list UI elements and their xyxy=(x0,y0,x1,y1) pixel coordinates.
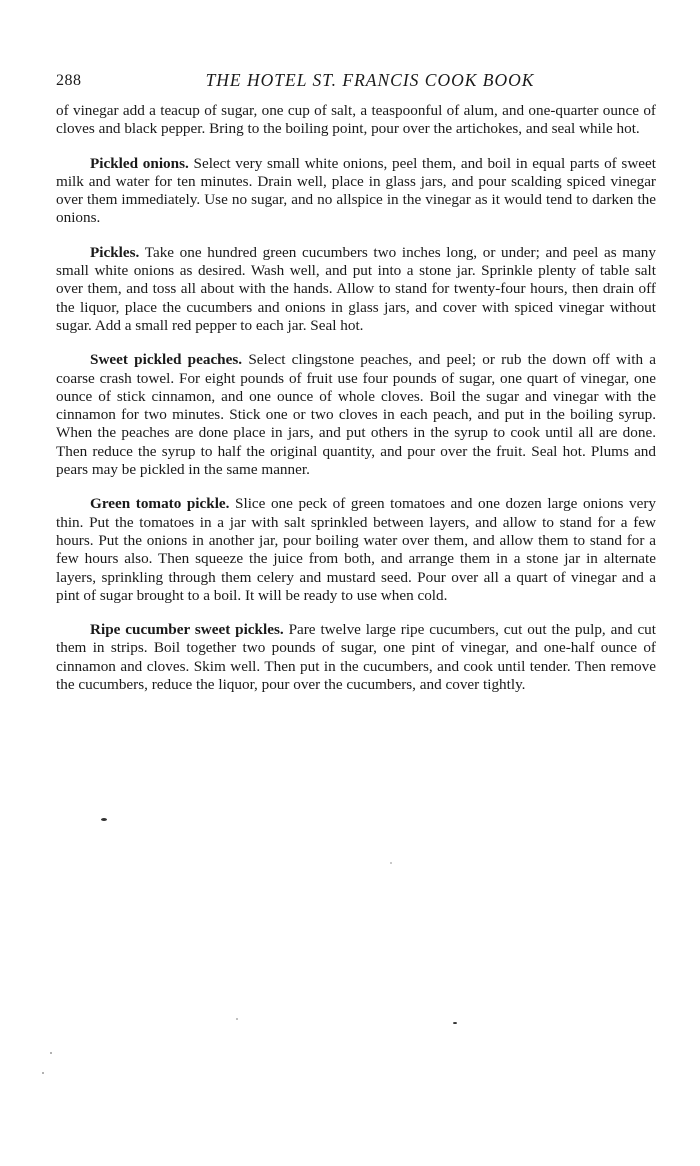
page-number: 288 xyxy=(56,72,82,89)
recipe-title: Pickles. xyxy=(90,243,140,261)
recipe-title: Pickled onions. xyxy=(90,154,189,172)
recipe-title: Green tomato pickle. xyxy=(90,495,230,513)
continuation-paragraph: of vinegar add a teacup of sugar, one cup of salt, a teaspoonful of alum, and one-quarter ounce of cloves and black pepper. Bring to the boiling point, pour over the artichokes, and seal while hot. xyxy=(56,102,656,138)
recipe-pickles xyxy=(56,244,656,335)
running-title: THE HOTEL ST. FRANCIS COOK BOOK xyxy=(205,70,535,90)
recipe-ripe-cucumber-sweet-pickles xyxy=(56,621,656,694)
recipe-title: Ripe cucumber sweet pickles. xyxy=(90,621,284,639)
recipe-body: Select very small white onions, peel them, and boil in equal parts of sweet milk and water for ten minutes. Drain well, place in glass jars, and pour scalding spiced vinegar over them immediately. Use no sugar, and no allspice in the vinegar as it would tend to darken the onions. xyxy=(56,154,657,227)
recipe-body: Take one hundred green cucumbers two inches long, or under; and peel as many small white onions as desired. Wash well, and put into a stone jar. Sprinkle plenty of table salt over them, and toss all about with the hands. Allow to stand for twenty-four hours, then drain off the liquor, place the cucumbers and onions in glass jars, and cover with spiced vinegar without sugar. Add a small red pepper to each jar. Seal hot. xyxy=(56,243,656,334)
recipe-body: Slice one peck of green tomatoes and one dozen large onions very thin. Put the tomatoes in a jar with salt sprinkled between layers, and allow to stand for a few hours. Put the onions in another jar, pour boiling water over them, and allow them to stand for a few hours also. Then squeeze the juice from both, and arrange them in a stone jar in alternate layers, sprinkling through them celery and mustard seed. Pour over all a quart of vinegar and a pint of sugar brought to a boil. It will be ready to use when cold. xyxy=(56,495,657,604)
recipe-green-tomato-pickle xyxy=(56,495,656,605)
recipe-body: Select clingstone peaches, and peel; or rub the down off with a coarse crash towel. For eight pounds of fruit use four pounds of sugar, one quart of vinegar, one ounce of stick cinnamon, and one ounce of whole cloves. Boil the sugar and vinegar with the cinnamon for two minutes. Stick one or two cloves in each peach, and put in the boiling syrup. When the peaches are done place in jars, and put others in the syrup to cook until all are done. Then reduce the syrup to half the original quantity, and pour over the fruit. Seal hot. Plums and pears may be pickled in the same manner. xyxy=(56,351,657,479)
ink-speck xyxy=(50,1052,52,1054)
running-head xyxy=(56,66,656,92)
recipe-pickled-onions xyxy=(56,155,656,228)
recipe-sweet-pickled-peaches xyxy=(56,351,656,479)
ink-speck xyxy=(42,1072,44,1074)
ink-speck xyxy=(101,818,107,821)
recipe-title: Sweet pickled peaches. xyxy=(90,351,243,369)
ink-speck xyxy=(453,1022,457,1024)
recipe-body: Pare twelve large ripe cucumbers, cut out the pulp, and cut them in strips. Boil together two pounds of sugar, one pint of vinegar, and one-half ounce of cinnamon and cloves. Skim well. Then put in the cucumbers, and cook until tender. Then remove the cucumbers, reduce the liquor, pour over the cucumbers, and cover tightly. xyxy=(56,621,656,694)
ink-speck xyxy=(236,1018,238,1020)
book-page xyxy=(56,66,656,710)
ink-speck xyxy=(390,862,392,864)
